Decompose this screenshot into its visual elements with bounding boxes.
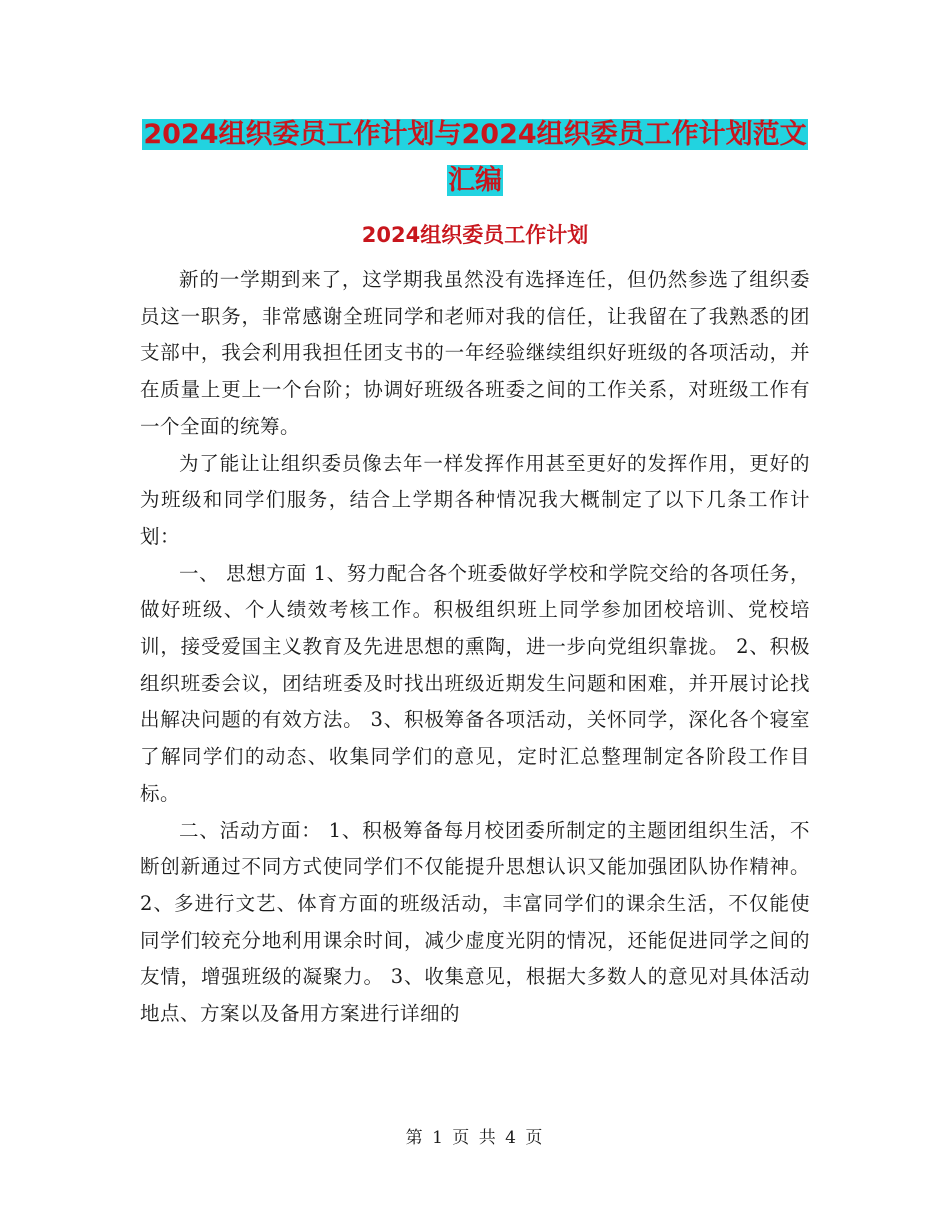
body-paragraph: 为了能让让组织委员像去年一样发挥作用甚至更好的发挥作用，更好的为班级和同学们服务，结合上学期各种情况我大概制定了以下几条工作计划： — [140, 451, 810, 548]
body-paragraph: 一、 思想方面 1、努力配合各个班委做好学校和学院交给的各项任务，做好班级、个人绩效考核工作。积极组织班上同学参加团校培训、党校培训，接受爱国主义教育及先进思想的熏陶，进一步向党组织靠拢。 2、积极组织班委会议，团结班委及时找出班级近期发生问题和困难，并开展讨论找出解决问题的有效方法。 3、积极筹备各项活动，关怀同学，深化各个寝室了解同学们的动态、收集同学们的意见，定时汇总整理制定各阶段工作目标。 — [140, 561, 810, 805]
document-body — [140, 262, 810, 1033]
document-title-line-2: 汇编 — [448, 165, 502, 196]
body-paragraph: 新的一学期到来了，这学期我虽然没有选择连任，但仍然参选了组织委员这一职务，非常感谢全班同学和老师对我的信任，让我留在了我熟悉的团支部中，我会利用我担任团支书的一年经验继续组织好班级的各项活动，并在质量上更上一个台阶；协调好班级各班委之间的工作关系，对班级工作有一个全面的统筹。 — [140, 268, 810, 438]
page-number-footer: 第 1 页 共 4 页 — [405, 1128, 545, 1148]
section-title: 2024组织委员工作计划 — [361, 223, 589, 247]
document-title-line-1: 2024组织委员工作计划与2024组织委员工作计划范文 — [143, 119, 807, 150]
body-paragraph: 二、活动方面： 1、积极筹备每月校团委所制定的主题团组织生活，不断创新通过不同方式使同学们不仅能提升思想认识又能加强团队协作精神。 2、多进行文艺、体育方面的班级活动，丰富同学们的课余生活，不仅能使同学们较充分地利用课余时间，减少虚度光阴的情况，还能促进同学之间的友情，增强班级的凝聚力。 3、收集意见，根据大多数人的意见对具体活动地点、方案以及备用方案进行详细的 — [140, 818, 810, 1026]
document-title — [140, 112, 810, 204]
